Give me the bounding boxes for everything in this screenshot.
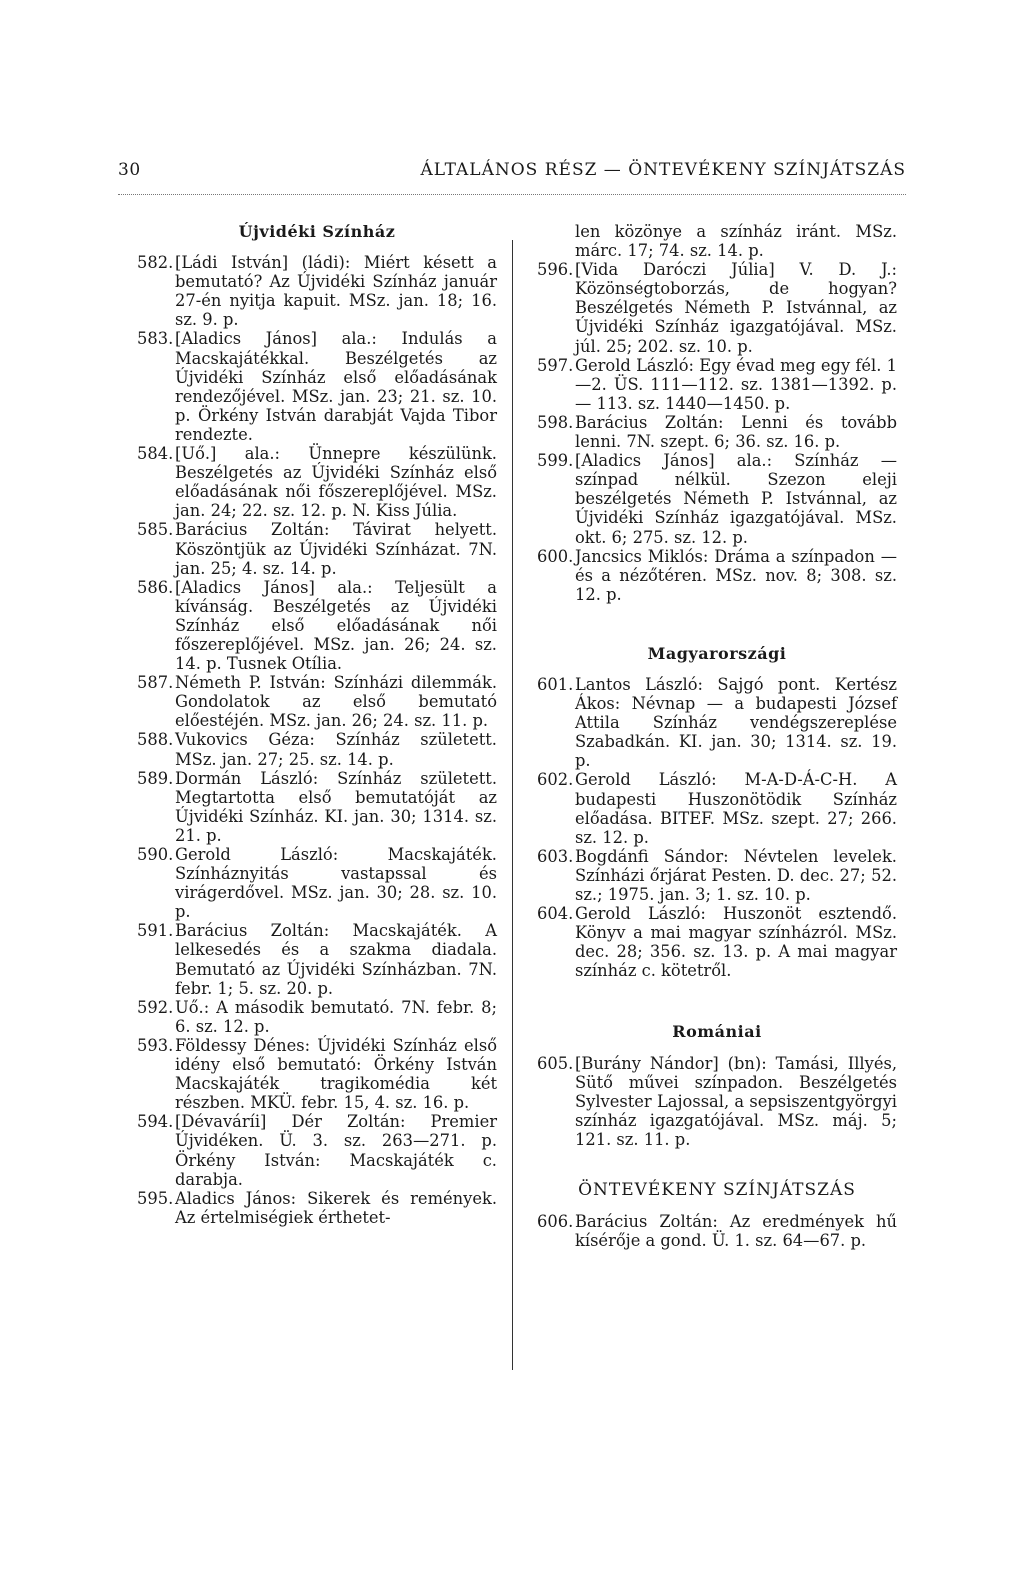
entry-number: 589. bbox=[137, 768, 174, 788]
bibliography-entry bbox=[137, 1189, 497, 1227]
entry-number: 582. bbox=[137, 253, 174, 273]
entry-number: 591. bbox=[137, 921, 174, 941]
section-title-magyarorszagi: Magyarországi bbox=[647, 643, 787, 663]
entry-number: 595. bbox=[137, 1188, 174, 1208]
left-entry-list bbox=[137, 253, 497, 1227]
entry-text: Barácius Zoltán: Az eredmények hű kísérője a gond. Ü. 1. sz. 64—67. p. bbox=[575, 1212, 897, 1251]
entry-text: [Vida Daróczi Júlia] V. D. J.: Közönségtoborzás, de hogyan? Beszélgetés Németh P. Istvánnal, az Újvidéki Színház igazgatójával. MSz. júl. 25; 202. sz. 10. p. bbox=[575, 260, 897, 356]
entry-text: Jancsics Miklós: Dráma a színpadon — és a nézőtéren. MSz. nov. 8; 308. sz. 12. p. bbox=[575, 546, 897, 604]
bibliography-entry bbox=[137, 921, 497, 997]
entry-text: Aladics János: Sikerek és remények. Az értelmiségiek érthetet- bbox=[175, 1188, 497, 1227]
header-rule bbox=[118, 194, 906, 195]
bibliography-entry bbox=[537, 1212, 897, 1250]
bibliography-entry bbox=[137, 1036, 497, 1112]
entry-text: Uő.: A második bemutató. 7N. febr. 8; 6. sz. 12. p. bbox=[175, 997, 497, 1036]
bibliography-entry bbox=[537, 675, 897, 770]
entry-number: 590. bbox=[137, 845, 174, 864]
left-column bbox=[137, 222, 497, 1227]
bibliography-entry bbox=[537, 260, 897, 355]
entry-number: 587. bbox=[137, 673, 174, 693]
bibliography-entry bbox=[137, 998, 497, 1036]
entry-text: [Dévaváríi] Dér Zoltán: Premier Újvidéken. Ü. 3. sz. 263—271. p. Örkény István: Macskajáték c. darabja. bbox=[175, 1112, 497, 1189]
bibliography-entry bbox=[137, 329, 497, 444]
entry-text: [Uő.] ala.: Ünnepre készülünk. Beszélgetés az Újvidéki Színház első előadásának női főszereplőjével. MSz. jan. 24; 22. sz. 12. p. N. Kiss Júlia. bbox=[175, 444, 497, 521]
entry-text: Gerold László: Macskajáték. Színháznyitás vastapssal és virágerdővel. MSz. jan. 30; 28. sz. 10. p. bbox=[175, 845, 497, 922]
right-entry-list-c bbox=[537, 1054, 897, 1149]
bibliography-entry bbox=[537, 904, 897, 980]
entry-text: Barácius Zoltán: Macskajáték. A lelkesedés és a szakma diadala. Bemutató az Újvidéki Színházban. 7N. febr. 1; 5. sz. 20. p. bbox=[175, 921, 497, 998]
entry-number: 597. bbox=[537, 355, 574, 375]
page-number: 30 bbox=[118, 160, 141, 180]
bibliography-entry bbox=[537, 413, 897, 451]
entry-number: 586. bbox=[137, 577, 174, 597]
page-header bbox=[118, 160, 906, 190]
entry-number: 596. bbox=[537, 260, 574, 280]
right-column bbox=[537, 222, 897, 1250]
entry-number: 602. bbox=[537, 770, 574, 790]
entry-number: 601. bbox=[537, 674, 574, 694]
bibliography-entry bbox=[137, 1112, 497, 1188]
entry-text: [Ládi István] (ládi): Miért késett a bemutató? Az Újvidéki Színház január 27-én nyitja kapuit. MSz. jan. 18; 16. sz. 9. p. bbox=[175, 253, 497, 330]
entry-text: Bogdánfi Sándor: Névtelen levelek. Színházi őrjárat Pesten. D. dec. 27; 52. sz.; 1975. jan. 3; 1. sz. 10. p. bbox=[575, 846, 897, 904]
entry-number: 592. bbox=[137, 997, 174, 1017]
bibliography-entry bbox=[137, 253, 497, 329]
entry-text: [Aladics János] ala.: Teljesült a kívánság. Beszélgetés az Újvidéki Színház első előadásának női főszereplőjével. MSz. jan. 26; 24. sz. 14. p. Tusnek Otília. bbox=[175, 577, 497, 674]
entry-number: 604. bbox=[537, 904, 574, 924]
section-title-romaniai: Romániai bbox=[672, 1022, 762, 1042]
section-title-onteve: ÖNTEVÉKENY SZÍNJÁTSZÁS bbox=[578, 1180, 856, 1201]
entry-number: 598. bbox=[537, 412, 574, 432]
entry-text: Barácius Zoltán: Lenni és tovább lenni. 7N. szept. 6; 36. sz. 16. p. bbox=[575, 412, 897, 452]
running-head: ÁLTALÁNOS RÉSZ — ÖNTEVÉKENY SZÍNJÁTSZÁS bbox=[420, 160, 906, 180]
entry-text: Barácius Zoltán: Távirat helyett. Köszöntjük az Újvidéki Színházat. 7N. jan. 25; 4. sz. 14. p. bbox=[175, 520, 497, 578]
entry-text: Gerold László: Huszonöt esztendő. Könyv a mai magyar színházról. MSz. dec. 28; 356. sz. 13. p. A mai magyar színház c. kötetről. bbox=[575, 904, 897, 981]
bibliography-entry bbox=[537, 547, 897, 604]
entry-number: 588. bbox=[137, 730, 174, 750]
entry-text: Vukovics Géza: Színház született. MSz. jan. 27; 25. sz. 14. p. bbox=[175, 730, 497, 769]
entry-number: 584. bbox=[137, 444, 174, 464]
entry-text: [Aladics János] ala.: Színház — színpad nélkül. Szezon eleji beszélgetés Németh P. Istvánnal, az Újvidéki Színház igazgatójával. MSz. okt. 6; 275. sz. 12. p. bbox=[575, 451, 897, 547]
entry-number: 600. bbox=[537, 546, 574, 566]
section-title-ujvideki: Újvidéki Színház bbox=[238, 222, 396, 241]
bibliography-entry bbox=[537, 847, 897, 904]
entry-number: 585. bbox=[137, 520, 174, 540]
bibliography-entry bbox=[537, 451, 897, 546]
bibliography-entry bbox=[537, 356, 897, 413]
entry-number: 593. bbox=[137, 1035, 174, 1055]
entry-text: [Burány Nándor] (bn): Tamási, Illyés, Sütő művei színpadon. Beszélgetés Sylvester Lajossal, a sepsiszentgyörgyi színház igazgatójával. MSz. máj. 5; 121. sz. 11. p. bbox=[575, 1053, 897, 1149]
bibliography-entry bbox=[137, 730, 497, 768]
bibliography-entry bbox=[137, 673, 497, 730]
entry-text: Németh P. István: Színházi dilemmák. Gondolatok az első bemutató előestéjén. MSz. jan. 26; 24. sz. 11. p. bbox=[175, 673, 497, 731]
entry-text: [Aladics János] ala.: Indulás a Macskajátékkal. Beszélgetés az Újvidéki Színház első előadásának rendezőjével. MSz. jan. 23; 21. sz. 10. p. Örkény István darabját Vajda Tibor rendezte. bbox=[175, 329, 497, 444]
bibliography-entry bbox=[537, 770, 897, 846]
entry-text: Lantos László: Sajgó pont. Kertész Ákos: Névnap — a budapesti József Attila Színház vendégszereplése Szabadkán. KI. jan. 30; 1314. sz. 19. p. bbox=[575, 674, 897, 771]
entry-number: 606. bbox=[537, 1212, 574, 1232]
continued-entry-text: len közönye a színház iránt. MSz. márc. 17; 74. sz. 14. p. bbox=[575, 222, 897, 261]
entry-number: 599. bbox=[537, 451, 574, 471]
entry-number: 583. bbox=[137, 329, 174, 349]
entry-text: Dormán László: Színház született. Megtartotta első bemutatóját az Újvidéki Színház. KI. jan. 30; 1314. sz. 21. p. bbox=[175, 768, 497, 845]
bibliography-entry bbox=[137, 520, 497, 577]
bibliography-entry bbox=[137, 444, 497, 520]
entry-text: Földessy Dénes: Újvidéki Színház első idény első bemutató: Örkény István Macskajáték tragikomédia két részben. MKÜ. febr. 15, 4. sz. 16. p. bbox=[175, 1035, 497, 1113]
entry-text: Gerold László: Egy évad meg egy fél. 1—2. ÜS. 111—112. sz. 1381—1392. p. — 113. sz. 1440—1450. p. bbox=[575, 355, 897, 413]
bibliography-entry bbox=[537, 1054, 897, 1149]
right-entry-list-a bbox=[537, 260, 897, 604]
entry-text: Gerold László: M-A-D-Á-C-H. A budapesti Huszonötödik Színház előadása. BITEF. MSz. szept. 27; 266. sz. 12. p. bbox=[575, 770, 897, 847]
right-entry-list-d bbox=[537, 1212, 897, 1250]
bibliography-entry bbox=[137, 845, 497, 921]
entry-number: 603. bbox=[537, 846, 574, 866]
right-entry-list-b bbox=[537, 675, 897, 981]
column-divider bbox=[512, 240, 513, 1370]
bibliography-entry bbox=[137, 578, 497, 673]
entry-number: 594. bbox=[137, 1112, 174, 1132]
bibliography-entry bbox=[137, 769, 497, 845]
entry-number: 605. bbox=[537, 1053, 574, 1073]
